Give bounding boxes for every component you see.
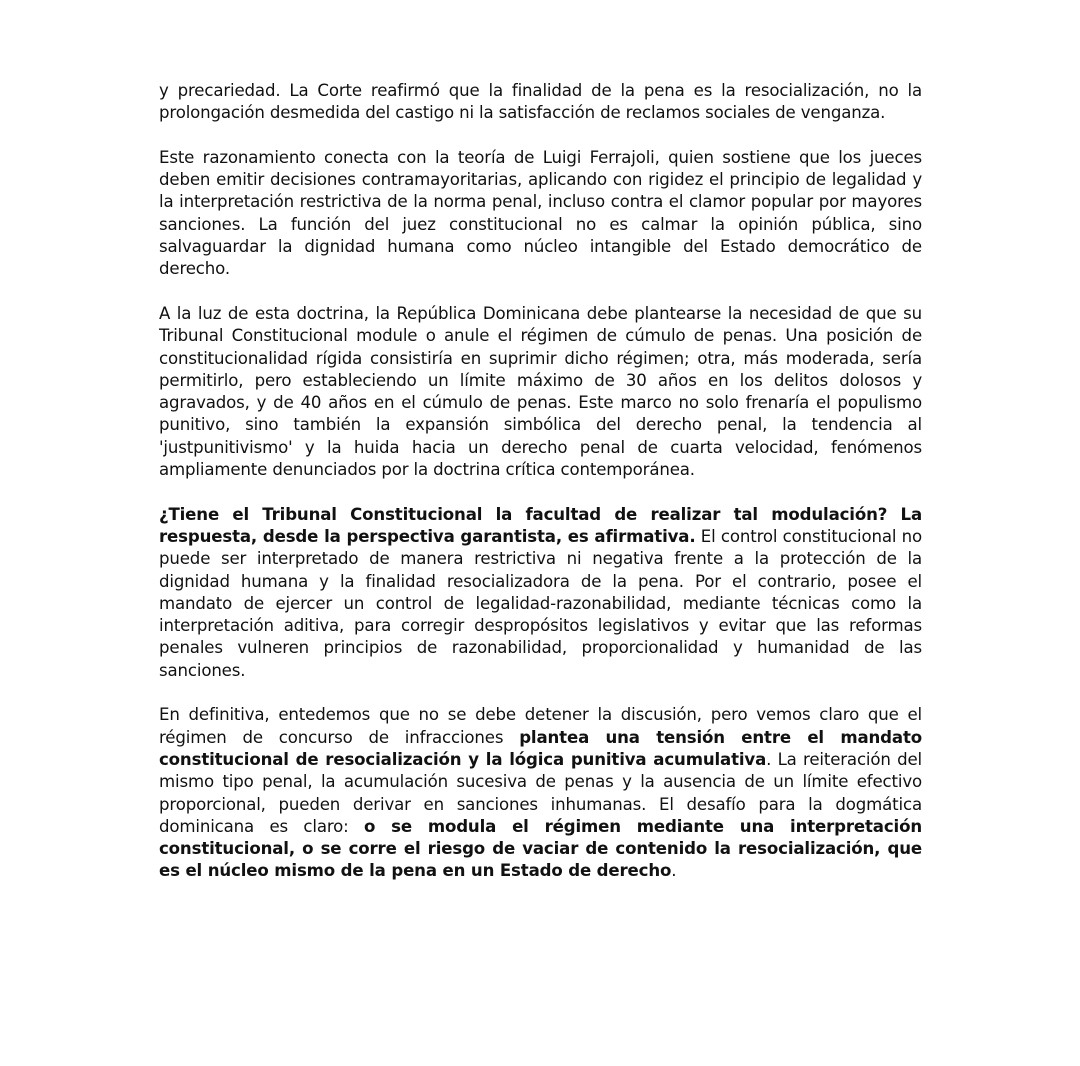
- text-segment: En definitiva, entedemos que no se debe detener la discusión, pero vemos claro que el régimen de concurso de infracciones: [159, 705, 922, 747]
- bold-emphasis: o se modula el régimen mediante una interpretación constitucional, o se corre el riesgo de vaciar de contenido la resocialización, que es el núcleo mismo de la pena en un Estado de derecho: [159, 816, 922, 881]
- bold-emphasis: plantea una tensión entre el mandato constitucional de resocialización y la lógica punitiva acumulativa: [159, 727, 922, 769]
- text-segment: Este razonamiento conecta con la teoría de Luigi Ferrajoli, quien sostiene que los jueces deben emitir decisiones contramayoritarias, aplicando con rigidez el principio de legalidad y la interpretación restrictiva de la norma penal, incluso contra el clamor popular por mayores sanciones. La función del juez constitucional no es calmar la opinión pública, sino salvaguardar la dignidad humana como núcleo intangible del Estado democrático de derecho.: [159, 147, 922, 279]
- text-segment: .: [671, 861, 677, 881]
- paragraph-republica-dominicana: [159, 303, 922, 481]
- paragraph-ferrajoli: [159, 147, 922, 281]
- text-segment: . La reiteración del mismo tipo penal, la acumulación sucesiva de penas y la ausencia de un límite efectivo proporcional, pueden derivar en sanciones inhumanas. El desafío para la dogmática dominicana es claro:: [159, 749, 922, 836]
- bold-question: ¿Tiene el Tribunal Constitucional la facultad de realizar tal modulación? La respuesta, desde la perspectiva garantista, es afirmativa.: [159, 504, 922, 546]
- text-segment: El control constitucional no puede ser interpretado de manera restrictiva ni negativa frente a la protección de la dignidad humana y la finalidad resocializadora de la pena. Por el contrario, posee el mandato de ejercer un control de legalidad-razonabilidad, mediante técnicas como la interpretación aditiva, para corregir despropósitos legislativos y evitar que las reformas penales vulneren principios de razonabilidad, proporcionalidad y humanidad de las sanciones.: [159, 526, 922, 680]
- paragraph-tribunal-question: [159, 504, 922, 682]
- paragraph-conclusion: [159, 704, 922, 882]
- text-segment: y precariedad. La Corte reafirmó que la finalidad de la pena es la resocialización, no la prolongación desmedida del castigo ni la satisfacción de reclamos sociales de venganza.: [159, 81, 922, 123]
- paragraph-corte: [159, 80, 922, 125]
- text-segment: A la luz de esta doctrina, la República Dominicana debe plantearse la necesidad de que su Tribunal Constitucional module o anule el régimen de cúmulo de penas. Una posición de constitucionalidad rígida consistiría en suprimir dicho régimen; otra, más moderada, sería permitirlo, pero estableciendo un límite máximo de 30 años en los delitos dolosos y agravados, y de 40 años en el cúmulo de penas. Este marco no solo frenaría el populismo punitivo, sino también la expansión simbólica del derecho penal, la tendencia al 'justpunitivismo' y la huida hacia un derecho penal de cuarta velocidad, fenómenos ampliamente denunciados por la doctrina crítica contemporánea.: [159, 303, 922, 480]
- document-page: [159, 80, 922, 905]
